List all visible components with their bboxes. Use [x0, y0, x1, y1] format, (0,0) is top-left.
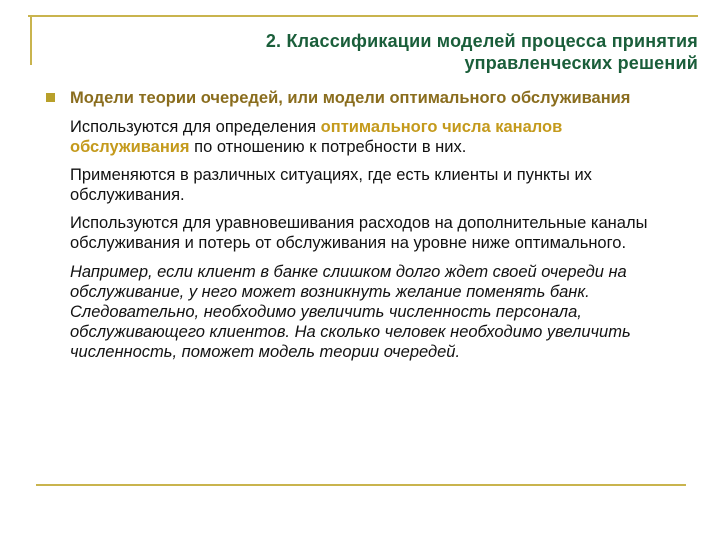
bottom-decorative-rule	[36, 484, 686, 486]
slide-title	[98, 30, 698, 74]
slide-title-line-1: 2. Классификации моделей процесса принятия	[265, 31, 698, 51]
paragraph-purpose-end: по отношению к потребности в них.	[189, 138, 467, 156]
paragraph-example: Например, если клиент в банке слишком долго ждет своей очереди на обслуживание, у него может возникнуть желание поменять банк. Следовательно, необходимо увеличить численность персонала, обслуживающего клиентов. На сколько человек необходимо увеличить численность, поможет модель теории очередей.	[70, 263, 631, 361]
content-bullet	[46, 88, 686, 362]
paragraph-purpose	[70, 117, 686, 157]
highlighted-term: оптимального числа каналов обслуживания	[70, 118, 563, 156]
square-bullet-icon	[46, 93, 55, 102]
paragraph-purpose-start: Используются для определения	[70, 118, 321, 136]
top-decorative-rule	[28, 15, 698, 17]
slide-title-line-2: управленческих решений	[464, 53, 698, 73]
paragraph-balance: Используются для уравновешивания расходов на дополнительные каналы обслуживания и потерь от обслуживания на уровне ниже оптимального.	[70, 214, 648, 252]
paragraph-application: Применяются в различных ситуациях, где есть клиенты и пункты их обслуживания.	[70, 166, 592, 204]
side-decorative-rule	[30, 15, 32, 65]
bullet-heading: Модели теории очередей, или модели оптимального обслуживания	[70, 89, 631, 107]
